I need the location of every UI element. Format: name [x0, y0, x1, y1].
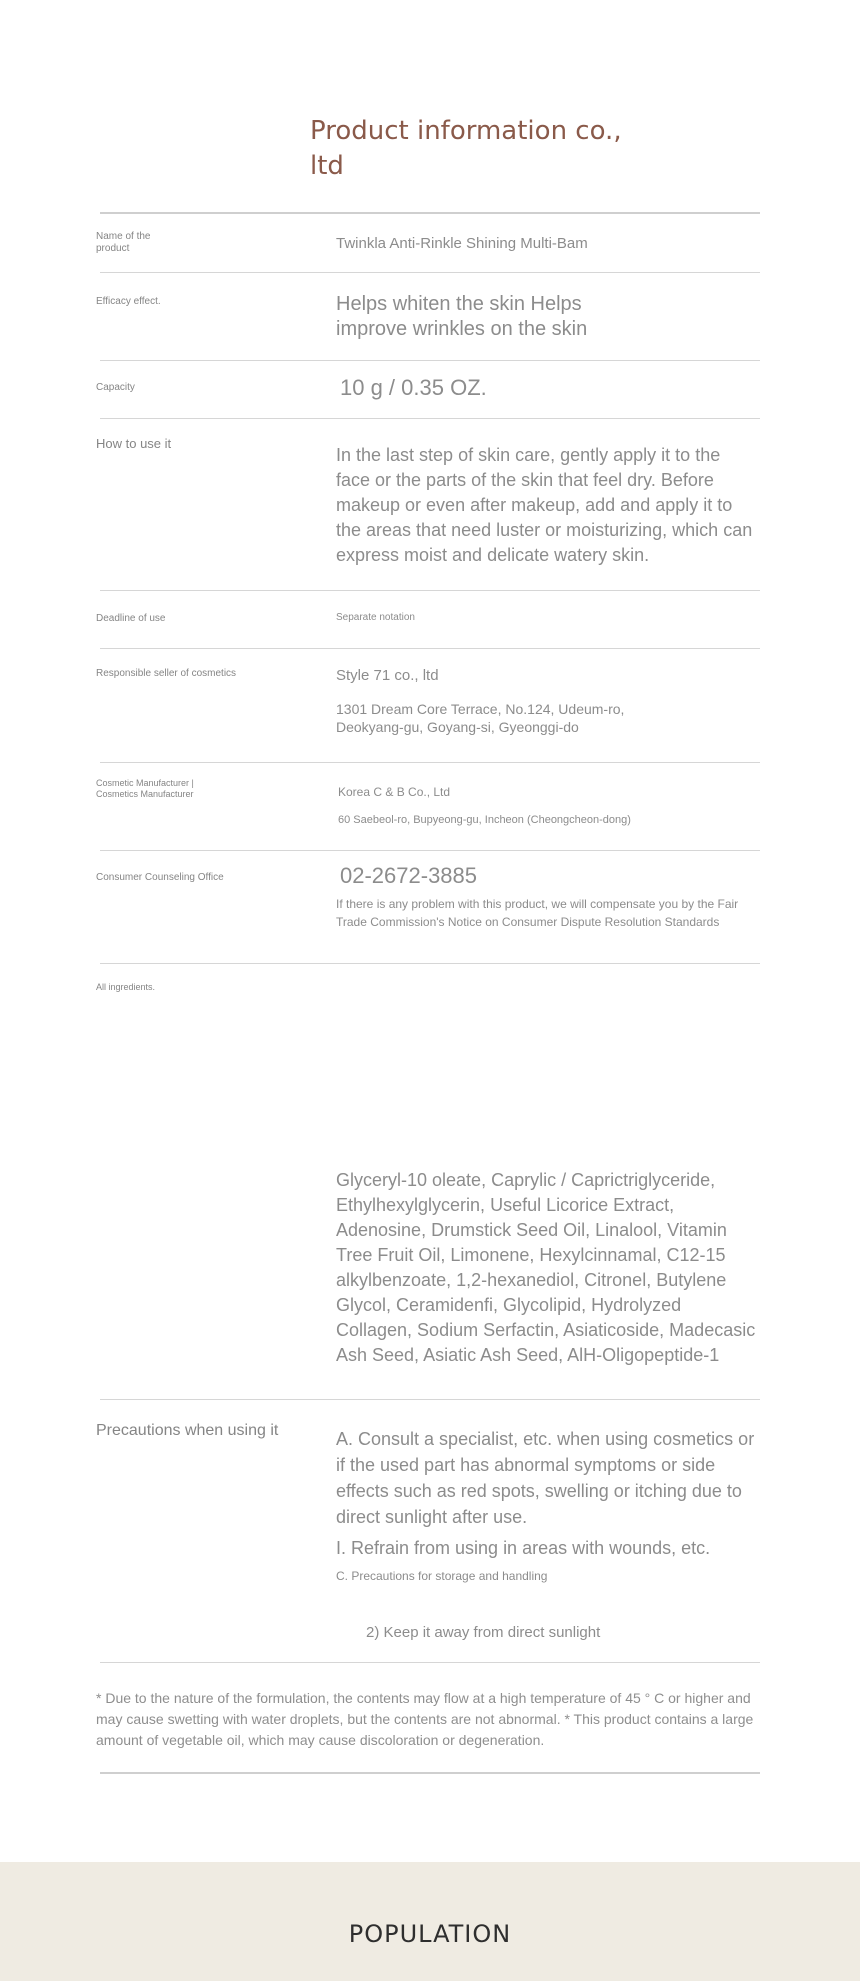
label-product-name: Name of the product	[96, 231, 151, 254]
label-ingredients: All ingredients.	[96, 982, 156, 992]
value-ingredients: Glyceryl-10 oleate, Caprylic / Caprictriglyceride, Ethylhexylglycerin, Useful Licorice Extract, Adenosine, Drumstick Seed Oil, Linalool, Vitamin Tree Fruit Oil, Limonene, Hexylcinnamal, C12-15 alkylbenzoate, 1,2-hexanediol, Citronel, Butylene Glycol, Ceramidenfi, Glycolipid, Hydrolyzed Collagen, Sodium Serfactin, Asiaticoside, Madecasic Ash Seed, Asiatic Ash Seed, AlH-Oligopeptide-1	[336, 1170, 756, 1365]
divider	[100, 648, 760, 649]
value-product-name: Twinkla Anti-Rinkle Shining Multi-Bam	[336, 235, 588, 252]
counseling-note: If there is any problem with this product, we will compensate you by the Fair Trade Commission's Notice on Consumer Dispute Resolution Standards	[336, 897, 739, 929]
precaution-a: A. Consult a specialist, etc. when using cosmetics or if the used part has abnormal symptoms or side effects such as red spots, swelling or itching due to direct sunlight after use.	[336, 1429, 755, 1527]
label-manufacturer: Cosmetic Manufacturer | Cosmetics Manufacturer	[96, 778, 194, 799]
divider	[100, 212, 760, 214]
manufacturer-name: Korea C & B Co., Ltd	[338, 785, 451, 799]
label-counseling: Consumer Counseling Office	[96, 872, 224, 883]
footnote: * Due to the nature of the formulation, the contents may flow at a high temperature of 45 ° C or higher and may cause swetting with water droplets, but the contents are not abnormal. * This product contains a large amount of vegetable oil, which may cause discoloration or degeneration.	[96, 1690, 754, 1748]
footer-band	[0, 1862, 860, 1981]
page-title: Product information co., ltd	[310, 116, 622, 181]
divider	[100, 590, 760, 591]
precaution-i: I. Refrain from using in areas with wounds, etc.	[336, 1538, 711, 1558]
divider	[100, 1772, 760, 1774]
divider	[100, 1662, 760, 1663]
divider	[100, 1399, 760, 1400]
brand-name: POPULATION	[348, 1920, 512, 1948]
divider	[100, 360, 760, 361]
seller-name: Style 71 co., ltd	[336, 667, 439, 684]
value-efficacy: Helps whiten the skin Helps improve wrinkles on the skin	[336, 293, 588, 340]
label-efficacy: Efficacy effect.	[96, 296, 161, 307]
value-capacity: 10 g / 0.35 OZ.	[340, 375, 487, 400]
divider	[100, 762, 760, 763]
label-how-to-use: How to use it	[96, 436, 172, 451]
counseling-phone: 02-2672-3885	[340, 863, 478, 888]
divider	[100, 272, 760, 273]
label-capacity: Capacity	[96, 382, 135, 393]
label-precautions: Precautions when using it	[96, 1422, 279, 1439]
divider	[100, 850, 760, 851]
label-seller: Responsible seller of cosmetics	[96, 668, 237, 679]
precaution-c: C. Precautions for storage and handling	[336, 1569, 548, 1583]
precaution-two: 2) Keep it away from direct sunlight	[366, 1624, 601, 1641]
value-deadline: Separate notation	[336, 612, 415, 623]
divider	[100, 418, 760, 419]
label-deadline: Deadline of use	[96, 613, 166, 624]
value-how-to-use: In the last step of skin care, gently apply it to the face or the parts of the skin that feel dry. Before makeup or even after makeup, add and apply it to the areas that need luster or moisturizing, which can express moist and delicate watery skin.	[336, 445, 753, 565]
seller-address: 1301 Dream Core Terrace, No.124, Udeum-ro, Deokyang-gu, Goyang-si, Gyeonggi-do	[336, 701, 625, 735]
divider	[100, 963, 760, 964]
manufacturer-address: 60 Saebeol-ro, Bupyeong-gu, Incheon (Cheongcheon-dong)	[338, 814, 631, 826]
